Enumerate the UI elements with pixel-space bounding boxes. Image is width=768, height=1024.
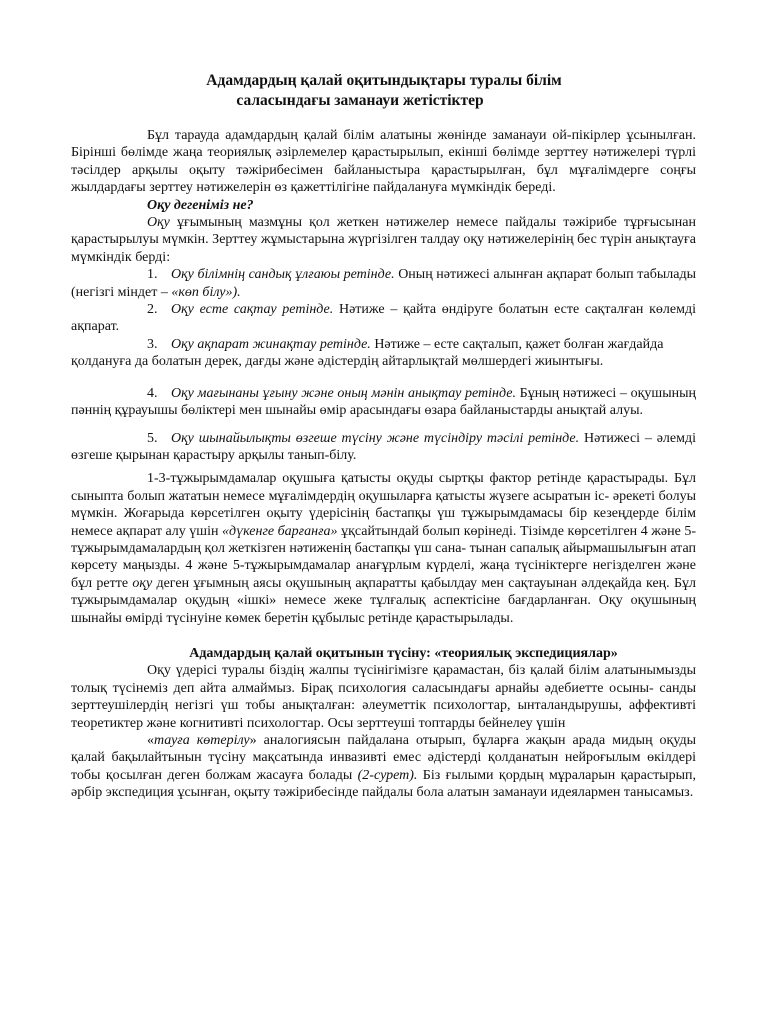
list-item [71, 430, 696, 465]
intro-paragraph: Бұл тарауда адамдардың қалай білім алатыны жөнінде заманауи ой-пікірлер ұсынылған. Бірінші бөлімде жаңа теориялық әзірлемелер қарастырылып, екінші бөлімде зерттеу нәтижелері түрлі тәсілдер арқылы оқыту тәжірибесімен байланыстыра қарастырылған, бұл мұғалімдерге соңғы жылдардағы зерттеу нәтижелерін өз қажеттілігіне пайдалануға мүмкіндік береді. [71, 128, 696, 196]
list-item-text: Бұның нәтижесі – оқушының пәннің құрауышы бөліктері мен шынайы өмір арасындағы өзара байланыстарды анықтай алуы. [71, 385, 696, 419]
process-paragraph: Оқу үдерісі туралы біздің жалпы түсінігімізге қарамастан, біз қалай білім алатынымызды толық түсінеміз деп айта алмаймыз. Бірақ психология саласындағы арнайы әдебиетте осыны- санды зерттеушілердің негізгі үш тобы анықталған: әлеуметтік психологтар, ынталандырушы, аффективті теоретиктер және когнитивті психологтар. Осы зерттеуші топтарды бейнелеу үшін [71, 663, 696, 731]
list-item-number: 1. [147, 267, 158, 283]
definition-text: ұғымының мазмұны қол жеткен нәтижелер немесе пайдалы тәжірибе тұрғысынан қарастырылуы мүмкін. Зерттеу жұмыстарына жүргізілген талдау оқу нәтижелерінің бес түрін анықтауға мүмкіндік берді: [71, 215, 696, 265]
list-item-lead: Оқу есте сақтау ретінде. [171, 302, 334, 318]
concepts-text-c: деген ұғымның аясы оқушының ақпаратты қабылдау мен сақтауынан әлдеқайда кең. Бұл тұжырымдамалар оқудың «ішкі» немесе жеке тұлғалық аспектісіне бағдарланған. Оқу оқушының шынайы өмірді түсінуіне көмек беретін құбылыс ретінде қарастырылады. [71, 575, 696, 626]
concepts-paragraph [71, 470, 696, 627]
concepts-term: оқу [132, 575, 153, 591]
definition-paragraph [71, 214, 696, 266]
title-line-2: саласындағы заманауи жетістіктер [236, 92, 484, 109]
title-line-1: Адамдардың қалай оқитындықтары туралы білім [206, 72, 562, 89]
list-item-text: Нәтиже – есте сақталып, қажет болған жағдайда қолдануға да болатын дерек, дағды және әдістердің айтарлықтай мөлшердегі жиынтығы. [71, 336, 664, 370]
list-item [71, 266, 696, 301]
list-item-number: 4. [147, 385, 158, 401]
list-item-number: 2. [147, 302, 158, 318]
list-item-text: Нәтижесі – әлемді өзгеше қырынан қарастыру арқылы танып-білу. [71, 430, 696, 463]
list-item [71, 336, 696, 371]
metaphor-text-b: Біз ғылыми қордың мұраларын қарастырып, әрбір экспедиция ұсынған, оқыту тәжірибесінде пайдалы бола алатын заманауи идеялармен танысамыз. [71, 767, 696, 801]
section-heading: Адамдардың қалай оқитынын түсіну: «теориялық экспедициялар» [189, 645, 618, 661]
list-item-number: 3. [147, 336, 158, 352]
metaphor-paragraph [71, 732, 696, 802]
list-item-number: 5. [147, 430, 158, 446]
list-item-lead: Оқу білімнің сандық ұлғаюы ретінде. [171, 267, 395, 283]
metaphor-term: тауға көтерілу [154, 733, 250, 748]
list-item-lead: Оқу мағынаны ұғыну және оның мәнін анықтау ретінде. [171, 385, 516, 401]
term-oku: Оқу [147, 215, 170, 231]
list-item [71, 301, 696, 336]
list-item-lead: Оқу ақпарат жинақтау ретінде. [171, 336, 371, 352]
concepts-text-a: 1-3-тұжырымдамалар оқушыға қатысты оқуды сыртқы фактор ретінде қарастырады. Бұл сыныпта болып жататын немесе мұғалімдердің оқушыларға қатысты жүзеге асыратын іс- әрекеті болуы мүмкін. Жоғарыда көрсетілген оқыту үдерісінің бастапқы үш тұжырымдамасы бір кезеңдерде білім немесе ақпарат алу үшін [71, 471, 696, 539]
list-item [71, 385, 696, 420]
metaphor-open-quote: « [147, 733, 154, 748]
list-item-lead: Оқу шынайылықты өзгеше түсіну және түсіндіру тәсілі ретінде. [171, 430, 580, 446]
metaphor-text-a: » аналогиясын пайдалана отырып, бұларға жақын арада мидың оқуды қалай бақылайтынын түсіну мақсатында инвазивті емес әдістерді қолданатын нейроғылым өкілдері тобы қосылған деген болжам жасауға болады [71, 733, 697, 783]
list-item-text: Нәтиже – қайта өндіруге болатын есте сақталған көлемді ақпарат. [71, 302, 697, 335]
list-item-text: Оның нәтижесі алынған ақпарат болып табылады (негізгі міндет – [71, 267, 696, 300]
list-item-quote: «көп білу»). [171, 284, 241, 300]
document-body [71, 127, 696, 802]
page-title [0, 71, 768, 111]
concepts-text-b: ұқсайтындай болып көрінеді. Тізімде көрсетілген 4 және 5-тұжырымдамалардың қол жеткізген нәтиженің бастапқы үш сана- тынан сапалық айырмашылығын атап көрсету маңызды. 4 және 5-тұжырымдамалар анағұрлым күрделі, жаңа түсініктерге негізделген және бұл ретте [71, 523, 697, 591]
question-heading: Оқу дегеніміз не? [147, 197, 254, 213]
concepts-quote: «дүкенге барғанға» [222, 523, 338, 539]
figure-reference: (2-сурет). [357, 767, 418, 783]
